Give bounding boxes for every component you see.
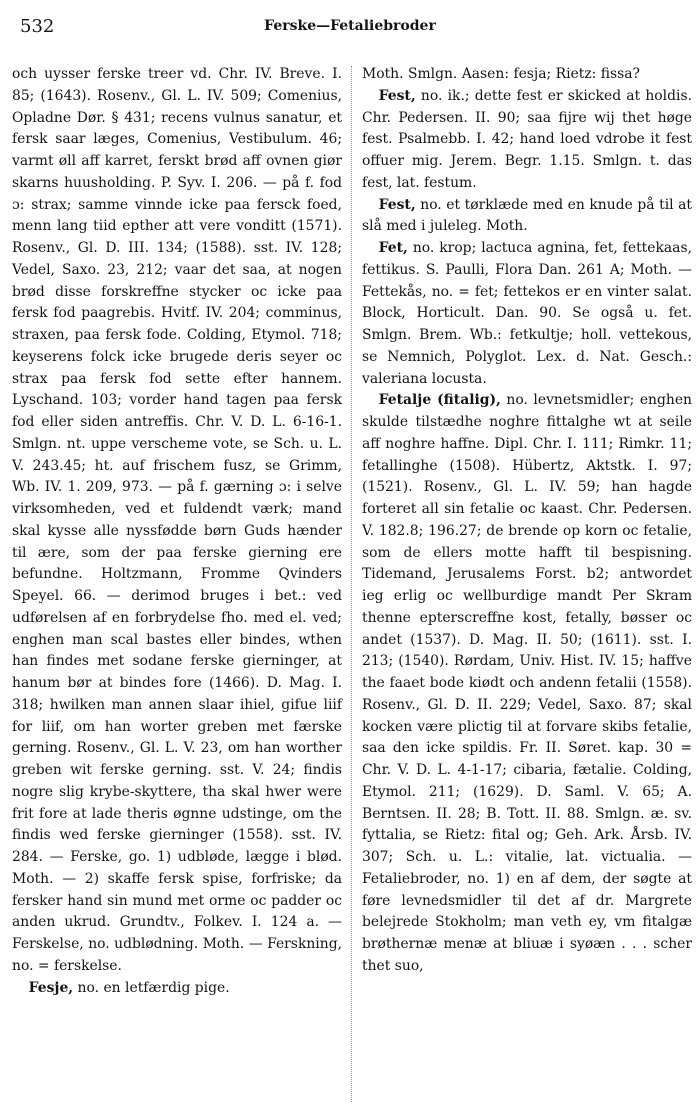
entry-text: no. ik.; dette fest er skicked at holdis. Chr. Pedersen. II. 90; saa fijre wij thet høge fest. Psalmebb. I. 42; hand loed vdrobe it fest offuer mig. Jerem. Begr. 1.15. Smlgn. t. das fest, lat. festum. xyxy=(362,87,692,191)
entry-text: no. et tørklæde med en knude på til at slå med i juleleg. Moth. xyxy=(362,196,692,235)
entry-paragraph xyxy=(12,64,342,978)
right-column xyxy=(362,64,692,978)
entry-paragraph xyxy=(362,390,692,977)
headword: Fest, xyxy=(378,196,416,213)
entry-text: no. krop; lactuca agnina, fet, fettekaas, fettikus. S. Paulli, Flora Dan. 261 A; Moth. — Fettekås, no. = fet; fettekos er en vinter salat. Block, Horticult. Dan. 90. Se også u. fet. Smlgn. Brem. Wb.: fetkultje; holl. vettekous, se Nemnich, Polyglot. Lex. d. Nat. Gesch.: valeriana locusta. xyxy=(362,240,692,387)
entry-text: no. levnetsmidler; enghen skulde tilstædhe noghre fittalghe wt at seile aff noghre haffne. Dipl. Chr. I. 111; Rimkr. 11; fetallinghe (1508). Hübertz, Aktstk. I. 97; (1521). Rosenv., Gl. L. IV. 59; han hagde forteret all sin fetalie oc kaast. Chr. Pedersen. V. 182.8; 196.27; de brende op korn oc fetalie, som de ellers motte hafft til bespisning. Tidemand, Jerusalems Forst. b2; antwordet ieg erlig oc wellburdige mandt Per Skram thenne epterscreffne kost, fetally, bøsser oc andet (1537). D. Mag. II. 50; (1611). sst. I. 213; (1540). Rørdam, Univ. Hist. IV. 15; haffve the faaet bode kiødt och andenn fetalii (1558). Rosenv., Gl. D. II. 229; Vedel, Saxo. 87; skal kocken være plictig til at forvare skibs fetalie, saa den icke spildis. Fr. II. Søret. kap. 30 = Chr. V. D. L. 4-1-17; cibaria, fætalie. Colding, Etymol. 211; (1629). D. Saml. V. 65; A. Berntsen. II. 28; B. Tott. II. 88. Smlgn. æ. sv. fyttalia, se Rietz: fital og; Geh. Ark. Årsb. IV. 307; Sch. u. L.: vitalie, lat. victualia. — Fetaliebroder, no. 1) en af dem, der søgte at føre levnedsmidler til det af dr. Margrete belejrede Stokholm; man veth ey, vm fitalgæ brøthernæ menæ at bliuæ i syøæn . . . scher thet suo, xyxy=(362,392,692,974)
entry-paragraph xyxy=(362,195,692,239)
page-number: 532 xyxy=(20,16,55,37)
headword: Fesje, xyxy=(28,979,74,996)
headword: Fet, xyxy=(378,240,408,256)
entry-paragraph xyxy=(362,64,692,86)
headword: Fest, xyxy=(378,87,416,104)
entry-text: no. en letfærdig pige. xyxy=(73,979,230,996)
entry-text: Moth. Smlgn. Aasen: fesja; Rietz: fissa? xyxy=(362,66,640,82)
column-divider xyxy=(351,66,352,1102)
entry-paragraph xyxy=(362,86,692,195)
running-head: Ferske—Fetaliebroder xyxy=(264,18,436,34)
entry-paragraph xyxy=(362,238,692,390)
headword: Fetalje (fitalig), xyxy=(378,392,501,409)
entry-text: och uysser ferske treer vd. Chr. IV. Breve. I. 85; (1643). Rosenv., Gl. L. IV. 509; Comenius, Opladne Dør. § 431; recens vulnus sanatur, et fersk saar læges, Comenius, Vestibulum. 46; varmt øll aff karret, ferskt brød aff ovnen giør skarns huusholding. P. Syv. I. 206. — på f. fod ɔ: strax; samme vinnde icke paa fersck foed, menn lang tiid epther att vere vonditt (1571). Rosenv., Gl. D. III. 134; (1588). sst. IV. 128; Vedel, Saxo. 23, 212; vaar det saa, at nogen brød disse forskreffne stycker oc icke paa fersk fod paagrebis. Hvitf. IV. 204; comminus, straxen, paa fersk fode. Colding, Etymol. 718; keyserens folck icke brugede deris seyer oc strax paa fersk fod sette efter hannem. Lyschand. 103; vorder hand tagen paa fersk fod eller siden antreffis. Chr. V. D. L. 6-16-1. Smlgn. nt. uppe verscheme vote, se Sch. u. L. V. 243.45; ht. auf frischem fusz, se Grimm, Wb. IV. 1. 209, 973. — på f. gærning ɔ: i selve virksomheden, ved et fuldendt værk; mand skal kysse alle nyssfødde børn Guds hænder til ære, som der paa ferske gierning ere befundne. Holtzmann, Fromme Qvinders Speyel. 66. — derimod bruges i bet.: ved udførelsen af en forbrydelse fho. med el. ved; enghen man scal bastes eller bindes, wthen han findes met sodane ferske gierninger, at hanum bør at bindes fore (1466). D. Mag. I. 318; hwilken man annen slaar ihiel, gifue liif for liif, om han worter greben met færske gerning. Rosenv., Gl. L. V. 23, om han worther greben wit ferske gerning. sst. V. 24; findis nogre slig krybe-skyttere, tha skal hwer were frit fore at lade theris øgnne udstinge, om the findis wed ferske gierninger (1558). sst. IV. 284. — Ferske, go. 1) udbløde, lægge i blød. Moth. — 2) skaffe fersk spise, forfriske; da fersker hand sin mund met orme oc padder oc anden ukrud. Grundtv., Folkev. I. 124 a. — Ferskelse, no. udblødning. Moth. — Ferskning, no. = ferskelse. xyxy=(12,66,342,974)
entry-paragraph xyxy=(12,978,342,1000)
page-header xyxy=(20,16,680,36)
left-column xyxy=(12,64,342,999)
